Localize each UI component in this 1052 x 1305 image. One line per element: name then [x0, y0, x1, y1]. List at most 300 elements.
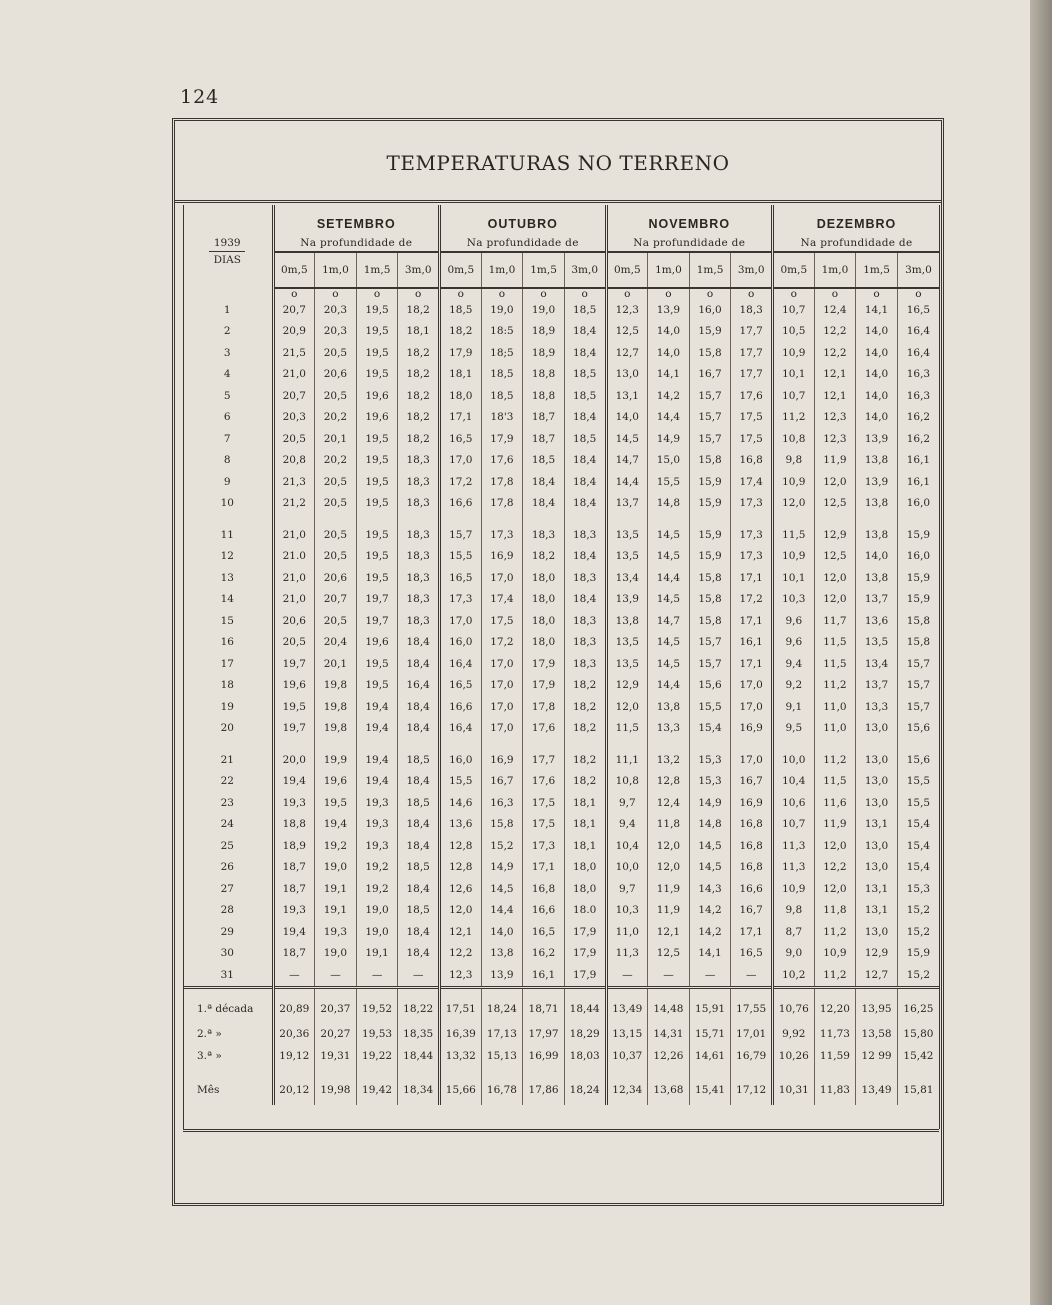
temp-cell: 19,5 [356, 675, 398, 697]
summary-cell: 15,42 [897, 1045, 939, 1067]
temp-cell: 15,7 [689, 428, 731, 450]
depth-label: 1m,5 [356, 252, 398, 288]
temp-cell: 13,1 [856, 814, 898, 836]
degree-mark: o [273, 288, 315, 299]
temp-cell: 16,5 [440, 567, 482, 589]
temp-cell: 11,2 [814, 921, 856, 943]
temp-cell: 12,0 [814, 567, 856, 589]
temp-cell: 20,7 [273, 299, 315, 321]
day-cell: 5 [223, 389, 231, 402]
temp-cell: 11,8 [648, 814, 690, 836]
temp-cell: 15,8 [689, 342, 731, 364]
temp-cell: 19,5 [356, 471, 398, 493]
temp-cell: 17,2 [481, 632, 523, 654]
temp-cell: 9,4 [606, 814, 648, 836]
temp-cell: 9,8 [773, 900, 815, 922]
table-row [183, 739, 939, 771]
temp-cell: 19,5 [356, 428, 398, 450]
temp-cell: 18,4 [523, 493, 565, 515]
temp-cell: 15,8 [689, 589, 731, 611]
temp-cell: 11,9 [814, 450, 856, 472]
day-cell: 12 [220, 550, 234, 563]
temp-cell: 14,8 [648, 493, 690, 515]
temp-cell: 9,2 [773, 675, 815, 697]
day-cell: 15 [220, 614, 234, 627]
temp-cell: 17,0 [481, 653, 523, 675]
temp-cell: 9,0 [773, 943, 815, 965]
temp-cell: 18,1 [398, 321, 440, 343]
temp-cell: 11,0 [606, 921, 648, 943]
temp-cell: 16,2 [523, 943, 565, 965]
temp-cell: 19,5 [356, 450, 398, 472]
temp-cell: 19,8 [315, 696, 357, 718]
summary-cell: 16,99 [523, 1045, 565, 1067]
temp-cell: 13,8 [856, 567, 898, 589]
degree-mark: o [648, 288, 690, 299]
temp-cell: 18,1 [564, 792, 606, 814]
temp-cell: 19,3 [356, 792, 398, 814]
temp-cell: 18,2 [564, 771, 606, 793]
temp-cell: 15,9 [689, 471, 731, 493]
temp-cell: 20,5 [315, 385, 357, 407]
temp-cell: 16,0 [440, 739, 482, 771]
temp-cell: 17,0 [731, 675, 773, 697]
temp-cell: 12,9 [814, 514, 856, 546]
temp-cell: 18,3 [398, 546, 440, 568]
day-cell: 14 [220, 593, 234, 606]
temp-cell: 16,8 [731, 814, 773, 836]
depth-caption: Na profundidade de [466, 237, 579, 249]
temp-cell: 15,4 [897, 835, 939, 857]
month-header-dezembro [773, 205, 940, 252]
temp-cell: 15,2 [897, 900, 939, 922]
temp-cell: 19,4 [356, 739, 398, 771]
temp-cell: 10,3 [606, 900, 648, 922]
temp-cell: 12,0 [648, 857, 690, 879]
temp-cell: 18,2 [440, 321, 482, 343]
table-row [183, 589, 939, 611]
temp-cell: 19,3 [273, 792, 315, 814]
temp-cell: 11,5 [814, 632, 856, 654]
temp-cell: 20,9 [273, 321, 315, 343]
temp-cell: 14,0 [856, 364, 898, 386]
temp-cell: 19,5 [273, 696, 315, 718]
summary-cell: 11,73 [814, 1023, 856, 1045]
summary-cell: 19,31 [315, 1045, 357, 1067]
temp-cell: 18,3 [564, 632, 606, 654]
temp-cell: — [606, 964, 648, 987]
day-cell: 21 [220, 753, 234, 766]
temp-cell: 12,9 [606, 675, 648, 697]
temp-cell: 19,5 [356, 493, 398, 515]
temp-cell: 16,7 [731, 771, 773, 793]
temp-cell: 17,9 [564, 921, 606, 943]
temp-cell: 13,0 [856, 857, 898, 879]
depth-label: 3m,0 [897, 252, 939, 288]
temp-cell: 18,2 [523, 546, 565, 568]
day-cell: 18 [220, 679, 234, 692]
temp-cell: 12,2 [440, 943, 482, 965]
temp-cell: 12,3 [606, 299, 648, 321]
degree-mark: o [856, 288, 898, 299]
temp-cell: 17,0 [731, 739, 773, 771]
temp-cell: 19,0 [315, 943, 357, 965]
temp-cell: 10,4 [773, 771, 815, 793]
temp-cell: 16,1 [523, 964, 565, 987]
temp-cell: 15,8 [689, 610, 731, 632]
temp-cell: 15,7 [689, 632, 731, 654]
temp-cell: 16,5 [523, 921, 565, 943]
right-rule [939, 205, 942, 1129]
temp-cell: 21,0 [273, 589, 315, 611]
temp-cell: 18,4 [564, 546, 606, 568]
table-row [183, 299, 939, 321]
temp-cell: 11,2 [814, 964, 856, 987]
temp-cell: 19,0 [356, 900, 398, 922]
month-name: OUTUBRO [487, 217, 558, 231]
temp-cell: 19,5 [356, 653, 398, 675]
temp-cell: 18,7 [273, 857, 315, 879]
table-row [183, 471, 939, 493]
depth-label: 0m,5 [773, 252, 815, 288]
temp-cell: 19,7 [356, 610, 398, 632]
temp-cell: 17,0 [440, 450, 482, 472]
temp-cell: 20,6 [315, 567, 357, 589]
temp-cell: 12,7 [856, 964, 898, 987]
temp-cell: 17,4 [481, 589, 523, 611]
temp-cell: 20,2 [315, 407, 357, 429]
temp-cell: 10,7 [773, 385, 815, 407]
temp-cell: 17,1 [731, 653, 773, 675]
summary-cell: 18,24 [564, 1067, 606, 1105]
temp-cell: 20,5 [315, 514, 357, 546]
table-row [183, 407, 939, 429]
temp-cell: 17,4 [731, 471, 773, 493]
temp-cell: 18,2 [564, 675, 606, 697]
temp-cell: 16,0 [897, 493, 939, 515]
temp-cell: 12,5 [648, 943, 690, 965]
temp-cell: 18,4 [564, 321, 606, 343]
temp-cell: 11,3 [606, 943, 648, 965]
temp-cell: 17,3 [731, 514, 773, 546]
table-row [183, 792, 939, 814]
summary-cell: 12 99 [856, 1045, 898, 1067]
temp-cell: 13,8 [856, 514, 898, 546]
temp-cell: 19,8 [315, 675, 357, 697]
depth-label: 1m,0 [648, 252, 690, 288]
temp-cell: 12,4 [814, 299, 856, 321]
temp-cell: 17,3 [731, 546, 773, 568]
temp-cell: 10,9 [773, 342, 815, 364]
temp-cell: 9,6 [773, 632, 815, 654]
temp-cell: 18,2 [398, 428, 440, 450]
temp-cell: 17,5 [523, 792, 565, 814]
temp-cell: 17,0 [731, 696, 773, 718]
temp-cell: 15,2 [481, 835, 523, 857]
temp-cell: 16,3 [897, 364, 939, 386]
summary-cell: 13,95 [856, 987, 898, 1023]
temp-cell: 20,5 [315, 342, 357, 364]
temp-cell: 20,6 [315, 364, 357, 386]
temp-cell: 14,0 [648, 321, 690, 343]
summary-cell: 17,86 [523, 1067, 565, 1105]
temp-cell: 18,2 [398, 385, 440, 407]
temp-cell: 13,0 [856, 739, 898, 771]
depth-label: 1m,0 [315, 252, 357, 288]
temp-cell: 18,1 [564, 835, 606, 857]
depth-caption: Na profundidade de [633, 237, 746, 249]
temp-cell: 18,4 [564, 493, 606, 515]
temp-cell: 19,5 [315, 792, 357, 814]
summary-cell: 19,22 [356, 1045, 398, 1067]
temp-cell: 16,4 [440, 653, 482, 675]
temp-cell: 19,0 [523, 299, 565, 321]
temp-cell: 15,9 [689, 493, 731, 515]
temp-cell: 16,3 [897, 385, 939, 407]
temp-cell: 10,8 [773, 428, 815, 450]
temp-cell: 14,1 [648, 364, 690, 386]
temp-cell: 20,8 [273, 450, 315, 472]
summary-cell: 19,12 [273, 1045, 315, 1067]
degree-mark: o [689, 288, 731, 299]
temp-cell: 13,0 [856, 921, 898, 943]
temp-cell: 10,1 [773, 567, 815, 589]
temp-cell: 14,0 [856, 407, 898, 429]
temp-cell: 14,4 [481, 900, 523, 922]
temp-cell: 19,1 [315, 878, 357, 900]
temp-cell: 15,9 [689, 546, 731, 568]
temp-cell: 19,0 [481, 299, 523, 321]
table-row [183, 878, 939, 900]
temp-cell: 11,7 [814, 610, 856, 632]
temp-cell: 17,0 [440, 610, 482, 632]
temp-cell: 20,3 [315, 299, 357, 321]
temp-cell: 14,2 [689, 900, 731, 922]
temp-cell: 19,5 [356, 567, 398, 589]
temp-cell: 18,4 [398, 878, 440, 900]
temp-cell: 12,3 [440, 964, 482, 987]
temp-cell: 20,5 [273, 428, 315, 450]
temp-cell: 16,3 [481, 792, 523, 814]
temp-cell: 12,5 [606, 321, 648, 343]
temp-cell: 18,5 [440, 299, 482, 321]
summary-cell: 12,34 [606, 1067, 648, 1105]
temp-cell: 16,4 [897, 321, 939, 343]
temp-cell: 16,5 [440, 428, 482, 450]
table-row [183, 675, 939, 697]
temp-cell: 14,4 [606, 471, 648, 493]
summary-cell: 20,27 [315, 1023, 357, 1045]
temp-cell: 18;5 [481, 342, 523, 364]
month-name: DEZEMBRO [816, 217, 897, 231]
day-cell: 16 [220, 636, 234, 649]
table-row [183, 385, 939, 407]
temp-cell: 18,0 [564, 857, 606, 879]
temp-cell: — [315, 964, 357, 987]
summary-cell: 12,26 [648, 1045, 690, 1067]
summary-label: 2.ª » [197, 1027, 222, 1040]
temp-cell: 14,5 [648, 514, 690, 546]
temp-cell: 10,7 [773, 814, 815, 836]
temp-cell: 16,6 [731, 878, 773, 900]
depth-label: 1m,5 [523, 252, 565, 288]
temp-cell: 18,4 [398, 653, 440, 675]
temp-cell: 17,9 [564, 943, 606, 965]
temp-cell: 17,3 [481, 514, 523, 546]
temp-cell: 21,2 [273, 493, 315, 515]
temp-cell: 18,0 [523, 632, 565, 654]
temp-cell: 15,6 [897, 739, 939, 771]
day-cell: 26 [220, 861, 234, 874]
temp-cell: 13,7 [856, 675, 898, 697]
temp-cell: 13,5 [606, 653, 648, 675]
temp-cell: 19,2 [315, 835, 357, 857]
temp-cell: 13,9 [648, 299, 690, 321]
temp-cell: 15,7 [897, 696, 939, 718]
summary-cell: 10,31 [773, 1067, 815, 1105]
temp-cell: 14,9 [648, 428, 690, 450]
temp-cell: 17,0 [481, 718, 523, 740]
day-cell: 10 [220, 497, 234, 510]
temp-cell: 18,1 [564, 814, 606, 836]
temp-cell: 19,1 [356, 943, 398, 965]
temp-cell: 12,2 [814, 321, 856, 343]
page-edge [1030, 0, 1052, 1305]
temp-cell: 18,3 [398, 589, 440, 611]
temp-cell: 15,8 [897, 610, 939, 632]
summary-cell: 15,13 [481, 1045, 523, 1067]
day-cell: 17 [220, 657, 234, 670]
temp-cell: 20,7 [315, 589, 357, 611]
temp-cell: 14,0 [856, 385, 898, 407]
temp-cell: 18'3 [481, 407, 523, 429]
temp-cell: 14,6 [440, 792, 482, 814]
summary-cell: 16,78 [481, 1067, 523, 1105]
summary-cell: 12,20 [814, 987, 856, 1023]
temp-cell: 13,6 [440, 814, 482, 836]
temp-cell: 16,0 [897, 546, 939, 568]
degree-mark: o [315, 288, 357, 299]
temp-cell: 14,8 [689, 814, 731, 836]
temp-cell: 11,1 [606, 739, 648, 771]
temp-cell: 19,7 [356, 589, 398, 611]
depth-label: 1m,0 [481, 252, 523, 288]
temp-cell: 15,5 [648, 471, 690, 493]
temp-cell: 10,5 [773, 321, 815, 343]
temp-cell: 18,4 [398, 696, 440, 718]
depth-label: 3m,0 [731, 252, 773, 288]
temp-cell: 19,3 [315, 921, 357, 943]
temp-cell: 17,1 [523, 857, 565, 879]
temp-cell: 18,4 [398, 835, 440, 857]
temp-cell: 19,8 [315, 718, 357, 740]
temp-cell: 20,0 [273, 739, 315, 771]
summary-cell: 19,53 [356, 1023, 398, 1045]
temp-cell: 15,7 [689, 653, 731, 675]
temp-cell: 19,3 [356, 835, 398, 857]
summary-cell: 13,68 [648, 1067, 690, 1105]
summary-cell: 17,13 [481, 1023, 523, 1045]
temp-cell: 18:5 [481, 321, 523, 343]
summary-label: 1.ª década [183, 987, 273, 1023]
summary-cell: 18,44 [398, 1045, 440, 1067]
summary-cell: 15,81 [897, 1067, 939, 1105]
temp-cell: 9,5 [773, 718, 815, 740]
temp-cell: 11,3 [773, 835, 815, 857]
summary-cell: 20,37 [315, 987, 357, 1023]
summary-label: Mês [197, 1083, 220, 1096]
temp-cell: 17,5 [731, 428, 773, 450]
day-cell: 27 [220, 882, 234, 895]
table-row [183, 428, 939, 450]
temp-cell: 16,6 [440, 493, 482, 515]
summary-cell: 16,79 [731, 1045, 773, 1067]
temp-cell: 18,4 [564, 471, 606, 493]
temp-cell: 15,4 [689, 718, 731, 740]
temp-cell: 19,6 [315, 771, 357, 793]
temp-cell: 11,8 [814, 900, 856, 922]
day-cell: 13 [220, 571, 234, 584]
day-cell: 19 [220, 700, 234, 713]
temp-cell: 12,0 [440, 900, 482, 922]
page-number: 124 [180, 86, 220, 108]
month-name: NOVEMBRO [648, 217, 731, 231]
temp-cell: 12,5 [814, 493, 856, 515]
temp-cell: 21,3 [273, 471, 315, 493]
temp-cell: 11,2 [814, 739, 856, 771]
depth-label: 0m,5 [273, 252, 315, 288]
temp-cell: 18,3 [398, 450, 440, 472]
temp-cell: 12,8 [440, 835, 482, 857]
blank-cell [183, 288, 273, 299]
temp-cell: 13,4 [606, 567, 648, 589]
temp-cell: 11,5 [814, 653, 856, 675]
temp-cell: 18,5 [523, 450, 565, 472]
temp-cell: 17,9 [564, 964, 606, 987]
summary-cell: 10,76 [773, 987, 815, 1023]
temp-cell: 10,8 [606, 771, 648, 793]
temp-cell: 18,3 [398, 471, 440, 493]
temp-cell: 16,5 [440, 675, 482, 697]
temp-cell: 14,4 [648, 407, 690, 429]
temp-cell: 10,7 [773, 299, 815, 321]
temp-cell: 18,3 [398, 514, 440, 546]
degree-mark: o [523, 288, 565, 299]
temp-cell: 17,7 [731, 342, 773, 364]
temp-cell: — [689, 964, 731, 987]
temp-cell: 17,2 [440, 471, 482, 493]
table-row [183, 964, 939, 987]
temp-cell: 17,6 [523, 771, 565, 793]
degree-mark-row [183, 288, 939, 299]
temp-cell: 16,4 [897, 342, 939, 364]
temp-cell: 14,9 [481, 857, 523, 879]
temp-cell: 17,9 [481, 428, 523, 450]
table-row [183, 696, 939, 718]
temp-cell: 16,4 [398, 675, 440, 697]
temp-cell: 10,3 [773, 589, 815, 611]
temp-cell: 19,4 [356, 771, 398, 793]
temp-cell: 19,4 [273, 921, 315, 943]
temp-cell: 14,1 [689, 943, 731, 965]
table-row [183, 493, 939, 515]
temp-cell: 15,5 [689, 696, 731, 718]
summary-cell: 18,29 [564, 1023, 606, 1045]
temp-cell: 12,2 [814, 857, 856, 879]
depth-label: 3m,0 [398, 252, 440, 288]
temp-cell: 13,2 [648, 739, 690, 771]
temp-cell: 19,0 [315, 857, 357, 879]
